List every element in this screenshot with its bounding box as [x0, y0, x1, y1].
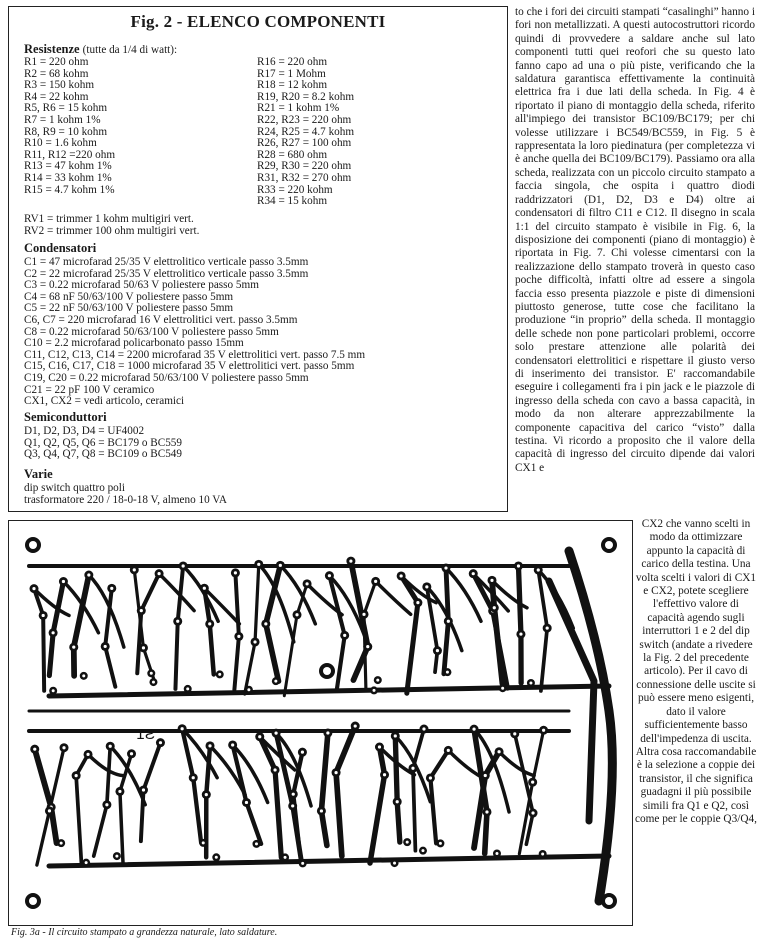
pcb-pad	[346, 557, 355, 566]
pcb-pad	[272, 729, 281, 738]
article-text-narrow: CX2 che vanno scelti in modo da ottimizzare appunto la capacità di carico della testina. Una volta scelti i valori di CX1 e CX2, potete scegliere l'effettivo valore di capacità agendo sugli interruttori 1 e 2 del dip switch (andate a rivedere la Fig. 2 del precedente articolo). Per il cavo di connessione delle uscite si può essere meno esigenti, dato il valore sufficientemente basso dell'impedenza di uscita. Altra cosa raccomandabile è la selezione a coppie dei transistor, il che significa guadagni il più possibile simili fra Q1 e Q2, così come per le coppie Q3/Q4,	[634, 518, 758, 825]
pcb-pad	[25, 893, 41, 909]
pcb-pad	[102, 800, 111, 809]
pcb-pad	[360, 610, 369, 619]
pcb-pad	[242, 798, 251, 807]
pcb-pad	[173, 617, 182, 626]
semiconductor-item: D1, D2, D3, D4 = UF4002	[24, 425, 145, 437]
pcb-pad	[30, 584, 39, 593]
resistor-item: R8, R9 = 10 kohm	[24, 125, 108, 138]
pcb-pad	[516, 630, 525, 639]
pcb-pad	[543, 624, 552, 633]
pcb-pad	[271, 765, 280, 774]
pcb-pad	[408, 764, 417, 773]
capacitor-item: C10 = 2.2 microfarad policarbonato passo 15mm	[24, 337, 244, 350]
pcb-pad	[139, 786, 148, 795]
pcb-pad	[317, 806, 326, 815]
article-text-right: to che i fori dei circuiti stampati “casalinghi” hanno i fori non metallizzati. A questi autocostruttori ricordo quindi di provvedere a saldare anche sul lato componenti tutti quei reofori che su questo lato fanno capo ad una o più piste, verificando che la saldatura garantisca effettivamente la continuità elettrica fra i due lati della scheda. In Fig. 4 è riportato il piano di montaggio della scheda, riferito all'impiego dei transistor BC109/BC179; per chi volesse utilizzare i BC549/BC559, in Fig. 5 è rappresentata la loro piedinatura (per completezza vi è anche quella dei BC109/BC179). Passiamo ora alla scheda, realizzata con un piccolo circuito stampato a faccia singola, che ospita i quattro diodi raddrizzatori (D1, D2, D3 e D4) oltre ai condensatori di filtro C11 e C12. Il disegno in scala 1:1 del circuito stampato è visibile in Fig. 6, la disposizione dei componenti (piano di montaggio) è riportata in Fig. 7. Chi volesse cimentarsi con la realizzazione dello stampato troverà in questo caso poche difficoltà, infatti oltre ad essere a singola faccia esso presenta piazzole e piste di dimensioni piuttosto generose, tutte cose che facilitano la produzione “in proprio” della scheda. Il montaggio delle schede non pone particolari problemi, occorre solo prestare attenzione alle polarità dei condensatori elettrolitici e rispettare il giusto verso di inserimento dei transistor. E' raccomandabile eseguire i collegamenti fra i pin jack e le piazzole di ingresso della scheda con cavo a bassa capacità, in modo da non alterare apprezzabilmente la componente capacitiva del carico “visto” dalla testina. Vi ricordo a proposito che il valore della capacità di ingresso del circuito dipende dai valori CX1 e	[515, 6, 755, 474]
resistor-item: R4 = 22 kohm	[24, 90, 89, 103]
pcb-pad	[293, 610, 302, 619]
components-title: Fig. 2 - ELENCO COMPONENTI	[130, 12, 386, 31]
pcb-pad	[205, 619, 214, 628]
resistor-item: R26, R27 = 100 ohm	[257, 137, 352, 150]
pcb-pad	[527, 679, 535, 687]
resistor-item: R28 = 680 ohm	[257, 148, 328, 161]
pcb-pad	[601, 893, 617, 909]
pcb-pad	[539, 850, 547, 858]
pcb-pad	[514, 561, 523, 570]
pcb-pad	[413, 598, 422, 607]
capacitor-item: C1 = 47 microfarad 25/35 V elettrolitico verticale passo 3.5mm	[24, 256, 309, 268]
pcb-pad	[156, 738, 165, 747]
pcb-silk-label: S1	[136, 726, 155, 743]
pcb-pad	[106, 742, 115, 751]
pcb-pad	[212, 853, 220, 861]
resistor-item: R24, R25 = 4.7 kohm	[257, 125, 355, 138]
pcb-pad	[80, 672, 88, 680]
pcb-pad	[444, 617, 453, 626]
trimmers-list	[24, 214, 199, 237]
capacitor-item: C21 = 22 pF 100 V ceramico	[24, 383, 155, 396]
pcb-pad	[281, 853, 289, 861]
misc-item: dip switch quattro poli	[24, 482, 125, 494]
resistor-item: R22, R23 = 220 ohm	[257, 113, 352, 126]
pcb-pad	[39, 611, 48, 620]
resistor-item: R16 = 220 ohm	[257, 56, 328, 68]
pcb-pad	[200, 584, 209, 593]
resistor-item: R2 = 68 kohm	[24, 67, 89, 80]
pcb-pad	[255, 732, 264, 741]
pcb-pad	[441, 564, 450, 573]
trimmer-item: RV1 = trimmer 1 kohm multigiri vert.	[24, 213, 194, 225]
pcb-pad	[234, 632, 243, 641]
pcb-pad	[363, 642, 372, 651]
resistor-item: R19, R20 = 8.2 kohm	[257, 90, 355, 103]
pcb-pad	[490, 603, 499, 612]
resistor-item: R1 = 220 ohm	[24, 56, 89, 68]
pcb-pad	[332, 768, 341, 777]
resistor-item: R5, R6 = 15 kohm	[24, 102, 108, 115]
pcb-pad	[481, 771, 490, 780]
pcb-pad	[319, 663, 335, 679]
capacitor-item: C8 = 0.22 microfarad 50/63/100 V poliestere passo 5mm	[24, 325, 279, 338]
pcb-pad	[84, 750, 93, 759]
pcb-pad	[433, 646, 442, 655]
pcb-pad	[380, 770, 389, 779]
resistor-item: R21 = 1 kohm 1%	[257, 102, 340, 115]
resistor-item: R3 = 150 kohm	[24, 79, 95, 92]
capacitor-item: C2 = 22 microfarad 25/35 V elettrolitico verticale passo 3.5mm	[24, 267, 309, 280]
pcb-pad	[469, 569, 478, 578]
resistor-item: R18 = 12 kohm	[257, 79, 328, 92]
semiconductors-title: Semiconduttori	[24, 410, 107, 424]
pcb-pad	[272, 677, 280, 685]
pcb-pad	[30, 745, 39, 754]
pcb-pad	[534, 565, 543, 574]
capacitor-item: C19, C20 = 0.22 microfarad 50/63/100 V poliestere passo 5mm	[24, 371, 309, 384]
pcb-pad	[69, 643, 78, 652]
resistor-item: R13 = 47 kohm 1%	[24, 160, 112, 173]
pcb-pad	[323, 728, 332, 737]
pcb-pad	[115, 787, 124, 796]
pcb-pad	[60, 743, 69, 752]
misc-title: Varie	[24, 467, 53, 481]
pcb-pad	[436, 839, 444, 847]
semiconductor-item: Q3, Q4, Q7, Q8 = BC109 o BC549	[24, 448, 182, 461]
pcb-pad	[149, 678, 157, 686]
capacitor-item: C5 = 22 nF 50/63/100 V poliestere passo 5mm	[24, 302, 234, 315]
capacitor-item: C3 = 0.22 microfarad 50/63 V poliestere passo 5mm	[24, 279, 259, 292]
pcb-pad	[72, 771, 81, 780]
pcb-pad	[529, 809, 538, 818]
resistor-item: R17 = 1 Mohm	[257, 67, 326, 80]
pcb-pad	[206, 741, 215, 750]
resistor-item: R34 = 15 kohm	[257, 195, 328, 208]
pcb-pad	[127, 749, 136, 758]
pcb-pad	[59, 577, 68, 586]
pcb-pad	[202, 790, 211, 799]
capacitor-item: C11, C12, C13, C14 = 2200 microfarad 35 V elettrolitici vert. passo 7.5 mm	[24, 348, 366, 361]
semiconductors-list	[24, 426, 182, 461]
pcb-track	[518, 566, 521, 683]
pcb-pad	[25, 537, 41, 553]
pcb-pad	[470, 725, 479, 734]
pcb-pad	[288, 801, 297, 810]
pcb-pad	[184, 685, 192, 693]
pcb-pad	[528, 778, 537, 787]
pcb-pad	[482, 807, 491, 816]
pcb-pad	[391, 859, 399, 867]
pcb-figure	[8, 520, 633, 926]
pcb-pad	[228, 740, 237, 749]
pcb-pad	[370, 686, 378, 694]
pcb-pad	[107, 584, 116, 593]
pcb-pad	[82, 859, 90, 867]
figure-caption: Fig. 3a - Il circuito stampato a grandezza naturale, lato saldature.	[11, 927, 278, 938]
pcb-pad	[245, 686, 253, 694]
capacitor-item: CX1, CX2 = vedi articolo, ceramici	[24, 395, 185, 408]
resistor-item: R14 = 33 kohm 1%	[24, 171, 112, 184]
pcb-pad	[199, 839, 207, 847]
resistor-item: R29, R30 = 220 ohm	[257, 160, 352, 173]
resistor-item: R7 = 1 kohm 1%	[24, 113, 101, 126]
resistor-item: R33 = 220 kohm	[257, 183, 333, 196]
pcb-pad	[601, 537, 617, 553]
pcb-pad	[155, 569, 164, 578]
article-column-right	[515, 6, 755, 518]
pcb-pad	[374, 676, 382, 684]
pcb-pad	[137, 606, 146, 615]
pcb-pad	[403, 838, 411, 846]
article-column-narrow	[634, 518, 758, 948]
pcb-pad	[289, 790, 298, 799]
capacitors-list	[24, 257, 365, 408]
pcb-pad	[397, 571, 406, 580]
pcb-pad	[179, 561, 188, 570]
pcb-pad	[113, 852, 121, 860]
resistor-item: R10 = 1.6 kohm	[24, 137, 97, 150]
resistor-item: R15 = 4.7 kohm 1%	[24, 183, 115, 196]
pcb-pad	[499, 684, 507, 692]
pcb-pad	[49, 687, 57, 695]
pcb-pad	[375, 742, 384, 751]
pcb-pad	[487, 576, 496, 585]
resistors-title: Resistenze	[24, 42, 80, 56]
pcb-pad	[510, 729, 519, 738]
pcb-pad	[444, 746, 453, 755]
pcb-pad	[539, 726, 548, 735]
pcb-pad	[351, 722, 360, 731]
components-list-box	[8, 6, 508, 512]
pcb-artwork	[9, 521, 632, 925]
capacitor-item: C15, C16, C17, C18 = 1000 microfarad 35 V elettrolitici vert. passo 5mm	[24, 360, 355, 373]
pcb-pad	[130, 565, 139, 574]
pcb-pad	[419, 725, 428, 734]
pcb-pad	[419, 847, 427, 855]
capacitor-item: C4 = 68 nF 50/63/100 V poliestere passo 5mm	[24, 290, 234, 303]
resistors-note: (tutte da 1/4 di watt):	[82, 44, 178, 56]
resistor-item: R31, R32 = 270 ohm	[257, 171, 352, 184]
pcb-pad	[101, 642, 110, 651]
misc-list	[24, 483, 227, 506]
pcb-pad	[216, 670, 224, 678]
resistors-heading	[24, 44, 177, 57]
capacitors-title: Condensatori	[24, 241, 97, 255]
resistors-right-list	[257, 57, 354, 208]
pcb-pad	[426, 773, 435, 782]
pcb-pad	[49, 628, 58, 637]
pcb-pad	[189, 773, 198, 782]
pcb-pad	[299, 859, 307, 867]
resistors-left-list	[24, 57, 115, 196]
pcb-pad	[84, 571, 93, 580]
pcb-pad	[252, 840, 260, 848]
semiconductor-item: Q1, Q2, Q5, Q6 = BC179 o BC559	[24, 436, 182, 449]
pcb-pad	[495, 747, 504, 756]
pcb-pad	[422, 582, 431, 591]
pcb-pad	[139, 643, 148, 652]
pcb-pad	[340, 631, 349, 640]
capacitor-item: C6, C7 = 220 microfarad 16 V elettrolitici vert. passo 3.5mm	[24, 313, 298, 326]
pcb-pad	[443, 668, 451, 676]
pcb-pad	[254, 560, 263, 569]
resistor-item: R11, R12 =220 ohm	[24, 148, 116, 161]
misc-item: trasformatore 220 / 18-0-18 V, almeno 10 VA	[24, 493, 228, 506]
pcb-pad	[303, 579, 312, 588]
pcb-pad	[147, 669, 155, 677]
pcb-pad	[231, 568, 240, 577]
pcb-pad	[261, 619, 270, 628]
pcb-pad	[371, 577, 380, 586]
trimmer-item: RV2 = trimmer 100 ohm multigiri vert.	[24, 224, 200, 237]
pcb-pad	[276, 561, 285, 570]
pcb-pad	[251, 637, 260, 646]
pcb-pad	[391, 731, 400, 740]
pcb-pad	[298, 748, 307, 757]
pcb-pad	[493, 849, 501, 857]
pcb-pad	[45, 806, 54, 815]
pcb-pad	[393, 797, 402, 806]
pcb-pad	[325, 571, 334, 580]
pcb-pad	[57, 839, 65, 847]
pcb-pad	[178, 724, 187, 733]
